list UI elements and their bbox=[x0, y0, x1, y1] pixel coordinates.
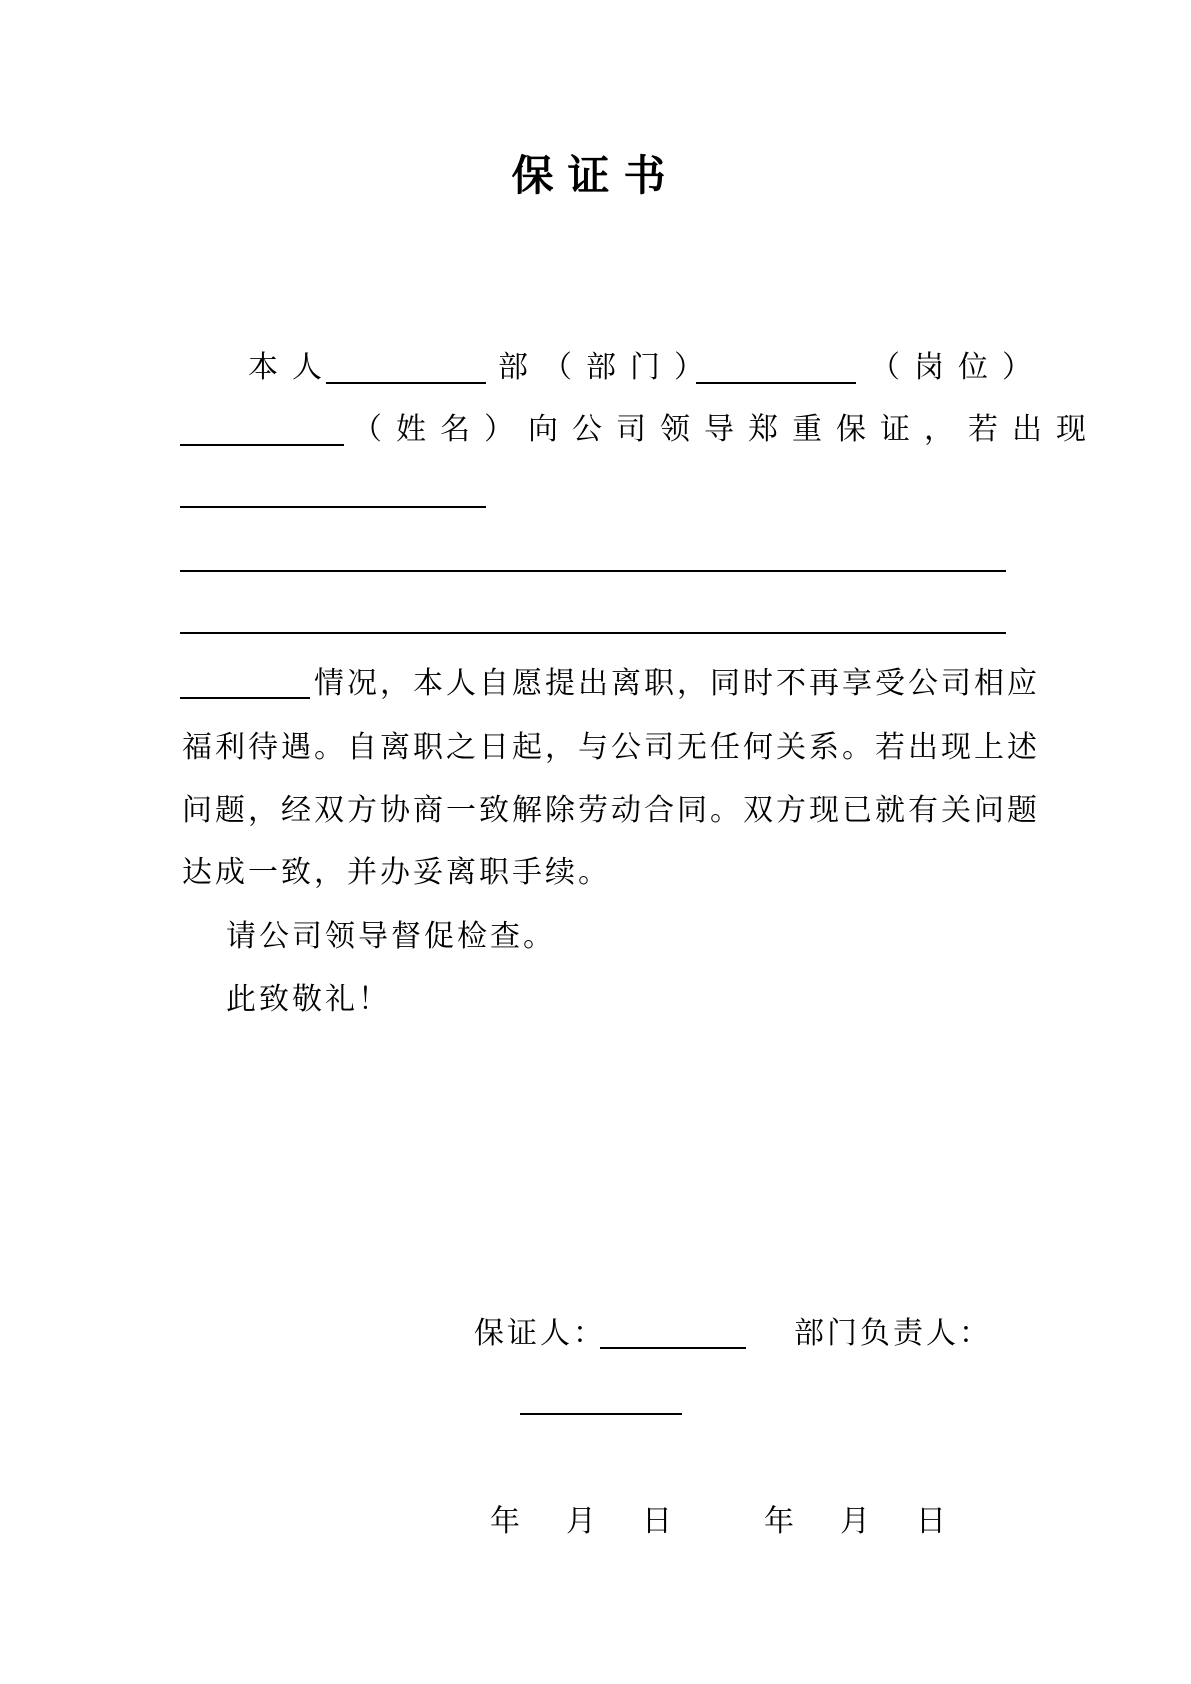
text-guarantee-line: （姓名）向公司领导郑重保证，若出现 bbox=[352, 412, 1100, 447]
blank-department bbox=[326, 382, 486, 384]
paragraph-line-2: 福利待遇。自离职之日起，与公司无任何关系。若出现上述 bbox=[182, 730, 1040, 765]
blank-line-2 bbox=[180, 570, 1006, 572]
request-line: 请公司领导督促检查。 bbox=[226, 919, 556, 954]
blank-line-1 bbox=[180, 506, 486, 508]
text-position-label: （岗位） bbox=[870, 350, 1046, 385]
paragraph-line-1: 情况，本人自愿提出离职，同时不再享受公司相应 bbox=[314, 666, 1040, 701]
text-ben-ren: 本人 bbox=[248, 350, 336, 385]
text-department-label: 部（部门） bbox=[498, 350, 718, 385]
blank-name bbox=[180, 444, 344, 446]
document-title: 保证书 bbox=[511, 151, 680, 200]
guarantor-label: 保证人： bbox=[474, 1316, 606, 1351]
date-guarantor: 年 月 日 bbox=[490, 1504, 680, 1539]
date-dept-head: 年 月 日 bbox=[764, 1504, 954, 1539]
blank-guarantor bbox=[600, 1347, 746, 1349]
blank-dept-head bbox=[520, 1413, 682, 1415]
dept-head-label: 部门负责人： bbox=[794, 1316, 992, 1351]
blank-line-3 bbox=[180, 632, 1006, 634]
paragraph-line-3: 问题，经双方协商一致解除劳动合同。双方现已就有关问题 bbox=[182, 793, 1040, 828]
salutation-line: 此致敬礼！ bbox=[226, 982, 391, 1017]
blank-situation bbox=[180, 697, 310, 699]
blank-position bbox=[696, 382, 856, 384]
paragraph-line-4: 达成一致，并办妥离职手续。 bbox=[182, 855, 611, 890]
